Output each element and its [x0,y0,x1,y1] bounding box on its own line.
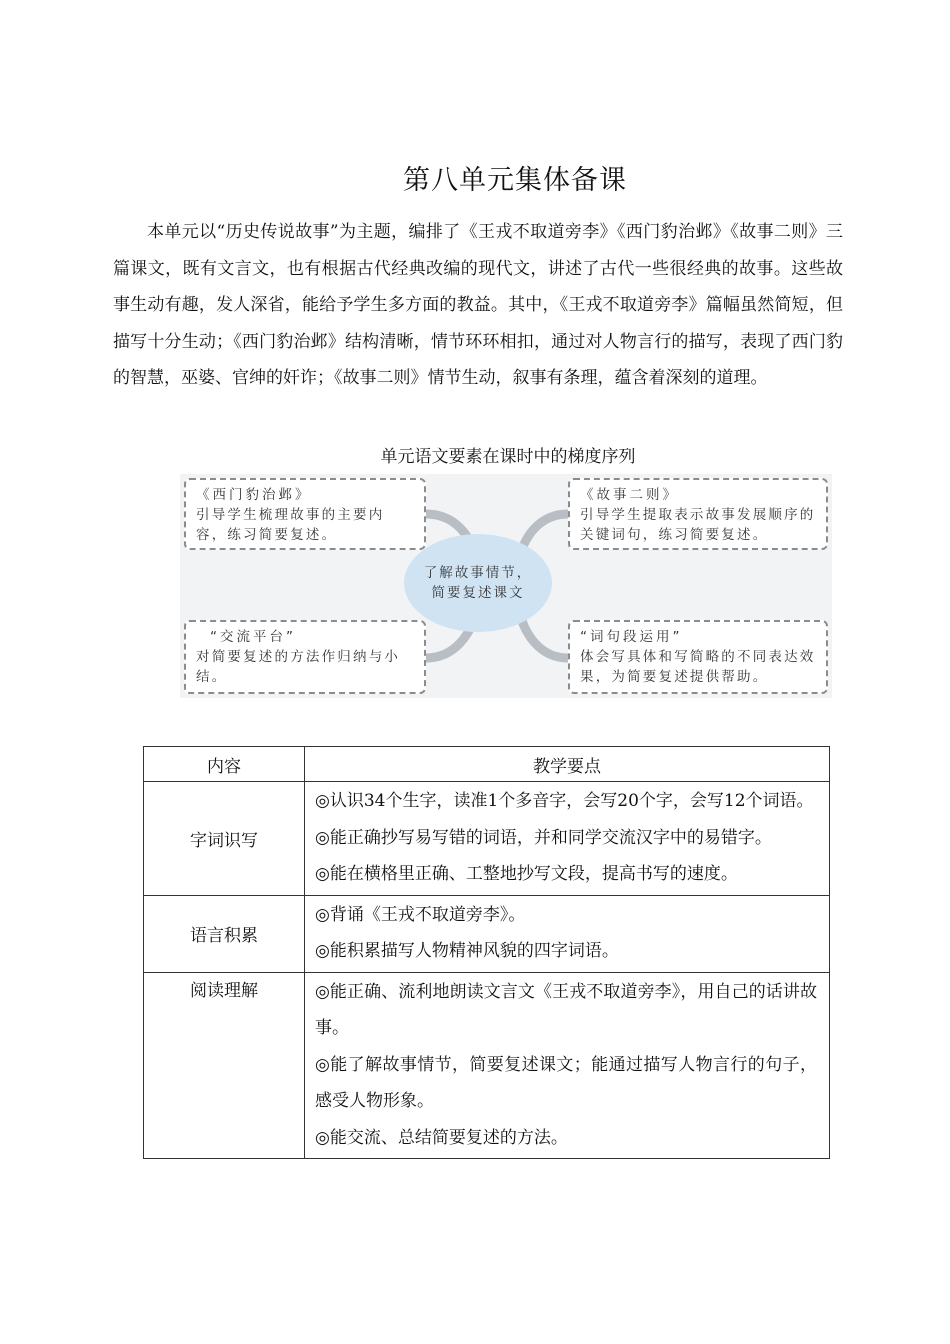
mind-map-diagram [180,474,832,698]
node-text: 引导学生提取表示故事发展顺序的关键词句，练习简要复述。 [580,507,816,543]
teaching-points-table [143,746,830,1159]
point-item: ◎能在横格里正确、工整地抄写文段，提高书写的速度。 [315,864,738,884]
node-title: 《故事二则》 [580,487,679,503]
center-topic [404,534,552,632]
point-item: ◎能正确抄写易写错的词语，并和同学交流汉字中的易错字。 [315,827,772,848]
row-content: 阅读理解 [144,972,305,1159]
node-title: 《西门豹治邺》 [196,487,312,503]
node-word-sentence-use [568,620,828,694]
center-line-1: 了解故事情节， [423,565,533,581]
intro-paragraph: 本单元以“历史传说故事”为主题，编排了《王戎不取道旁李》《西门豹治邺》《故事二则》三篇课文，既有文言文，也有根据古代经典改编的现代文，讲述了古代一些很经典的故事。这些故事生动有趣，发人深省，能给予学生多方面的教益。其中，《王戎不取道旁李》篇幅虽然简短，但描写十分生动；《西门豹治邺》结构清晰，情节环环相扣，通过对人物言行的描写，表现了西门豹的智慧，巫婆、官绅的奸诈；《故事二则》情节生动，叙事有条理，蕴含着深刻的道理。 [113,222,843,388]
node-two-stories [568,478,828,550]
row-points [305,895,830,972]
table-row [144,895,830,972]
header-teaching-points: 教学要点 [305,747,830,782]
table-header-row [144,747,830,782]
node-title: “交流平台” [210,629,296,645]
point-item: ◎背诵《王戎不取道旁李》。 [315,904,526,925]
row-points [305,972,830,1159]
node-text: 引导学生梳理故事的主要内容，练习简要复述。 [196,507,385,543]
node-title: “词句段运用” [580,629,683,645]
node-text: 体会写具体和写简略的不同表达效果，为简要复述提供帮助。 [580,649,816,685]
row-content: 字词识写 [144,782,305,896]
node-exchange-platform [184,620,426,694]
row-points [305,782,830,896]
point-item: ◎能了解故事情节，简要复述课文；能通过描写人物言行的句子，感受人物形象。 [315,1054,817,1111]
diagram-caption: 单元语文要素在课时中的梯度序列 [380,447,636,467]
table-row [144,782,830,896]
page-title: 第八单元集体备课 [403,165,627,196]
point-item: ◎能积累描写人物精神风貌的四字词语。 [315,941,619,961]
point-item: ◎认识34个生字，读准1个多音字，会写20个字，会写12个词语。 [315,791,814,811]
center-line-2: 简要复述课文 [431,585,525,601]
node-text: 对简要复述的方法作归纳与小结。 [196,649,401,685]
node-ximen-bao [184,478,426,550]
row-content: 语言积累 [144,895,305,972]
point-item: ◎能交流、总结简要复述的方法。 [315,1127,568,1148]
point-item: ◎能正确、流利地朗读文言文《王戎不取道旁李》，用自己的话讲故事。 [315,981,817,1038]
header-content: 内容 [144,747,305,782]
connector-bottom-right [520,614,568,658]
table-row [144,972,830,1159]
